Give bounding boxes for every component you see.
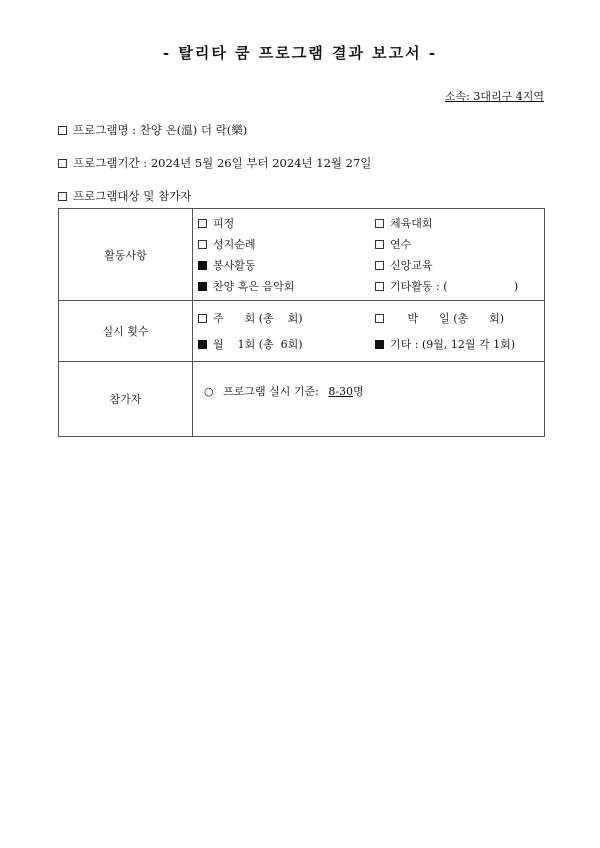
activity-option-text: 체육대회 (390, 217, 433, 230)
checkbox-icon (375, 219, 384, 228)
affiliation: 소속: 3대리구 4지역 (444, 90, 544, 103)
participants-cell (193, 362, 545, 437)
program-target-line (58, 188, 191, 204)
activity-option (198, 235, 375, 253)
count-cell (193, 301, 545, 362)
checked-box-icon (375, 340, 384, 349)
checkbox-icon (198, 219, 207, 228)
activity-option-text: 찬양 혹은 음악회 (213, 280, 295, 293)
activity-option (198, 214, 375, 232)
participants-unit: 명 (353, 385, 364, 398)
document-title: - 탈리타 쿰 프로그램 결과 보고서 - (162, 44, 438, 62)
activity-options (194, 210, 543, 299)
checkbox-icon (375, 314, 384, 323)
activity-option-text: 연수 (390, 238, 412, 251)
activity-option-text: 기타활동 : ( ) (390, 280, 519, 293)
count-weekly-text: 주 회 (총 회) (213, 312, 303, 325)
participants-prefix: 프로그램 실시 기준: (223, 385, 319, 398)
count-label: 실시 횟수 (59, 301, 193, 362)
activity-option (375, 256, 543, 274)
checkbox-icon (375, 282, 384, 291)
checkbox-icon (375, 261, 384, 270)
count-monthly-text: 월 1회 (총 6회) (213, 338, 303, 351)
checked-box-icon (198, 282, 207, 291)
count-monthly (198, 335, 375, 353)
activity-option-text: 봉사활동 (213, 259, 256, 272)
program-name: 프로그램명 : 찬양 온(溫) 더 락(樂) (73, 123, 248, 137)
checkbox-icon (58, 126, 67, 135)
program-period: 프로그램기간 : 2024년 5월 26일 부터 2024년 12월 27일 (73, 156, 372, 170)
count-other-text: 기타 : (9월, 12월 각 1회) (390, 338, 516, 351)
checkbox-icon (198, 240, 207, 249)
count-nights (375, 309, 543, 327)
activity-option (375, 214, 543, 232)
checkbox-icon (375, 240, 384, 249)
checkbox-icon (58, 192, 67, 201)
activity-option-text: 성지순례 (213, 238, 256, 251)
checkbox-icon (198, 314, 207, 323)
participants-range: 8-30 (328, 385, 354, 398)
count-other (375, 335, 543, 353)
activity-options-cell (193, 209, 545, 301)
participants-label: 참가자 (59, 362, 193, 437)
activity-option (375, 235, 543, 253)
program-table (58, 208, 545, 437)
activity-option (375, 277, 543, 295)
program-period-line (58, 155, 371, 171)
activity-option-text: 피정 (213, 217, 235, 230)
program-target: 프로그램대상 및 참가자 (73, 189, 192, 203)
activity-option (198, 256, 375, 274)
count-weekly (198, 309, 375, 327)
count-nights-text: 박 일 (총 회) (390, 312, 505, 325)
circle-bullet-icon: ○ (204, 385, 214, 398)
checkbox-icon (58, 159, 67, 168)
program-name-line (58, 122, 247, 138)
activity-option (198, 277, 375, 295)
checked-box-icon (198, 261, 207, 270)
checked-box-icon (198, 340, 207, 349)
activity-label: 활동사항 (59, 209, 193, 301)
activity-option-text: 신앙교육 (390, 259, 433, 272)
